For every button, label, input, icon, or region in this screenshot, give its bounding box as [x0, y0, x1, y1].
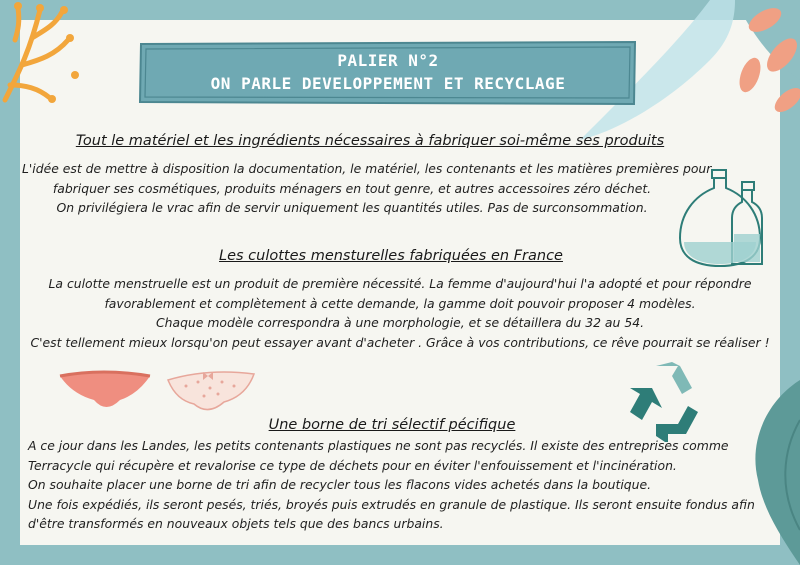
body-line: La culotte menstruelle est un produit de première nécessité. La femme d'aujourd'hui l'a adopté et pour répondre: [48, 276, 752, 291]
body-line: fabriquer ses cosmétiques, produits ménagers en tout genre, et autres accessoires zéro déchet.: [52, 180, 652, 196]
coral-branch-icon: [0, 0, 90, 110]
section-body-sorting: [28, 436, 755, 534]
body-line: On souhaite placer une borne de tri afin de recycler tous les flacons vides achetés dans la boutique.: [28, 477, 652, 492]
body-line: C'est tellement mieux lorsqu'on peut essayer avant d'acheter . Grâce à vos contributions, ce rêve pourrait se réaliser !: [30, 334, 770, 350]
body-line: L'idée est de mettre à disposition la documentation, le matériel, les contenants et les matières premières pour: [22, 161, 712, 176]
section-title-panties: Les culottes mensturelles fabriquées en France: [219, 248, 563, 264]
body-line: A ce jour dans les Landes, les petits contenants plastiques ne sont pas recyclés. Il existe des entreprises comme: [28, 438, 729, 453]
section-body-materials: [22, 159, 712, 218]
section-body-panties: [0, 274, 800, 352]
body-line: Une fois expédiés, ils seront pesés, triés, broyés puis extrudés en granule de plastique. Ils seront ensuite fondus afin: [28, 496, 755, 512]
body-line: Chaque modèle correspondra à une morphologie, et se détaillera du 32 au 54.: [155, 315, 645, 330]
body-line: d'être transformés en nouveaux objets tels que des bancs urbains.: [28, 516, 444, 531]
title-banner: [138, 40, 638, 106]
section-title-materials: Tout le matériel et les ingrédients nécessaires à fabriquer soi-même ses produits: [75, 133, 665, 149]
banner-title-line1: PALIER N°2: [337, 51, 439, 70]
body-line: favorablement et complètement à cette demande, la gamme doit pouvoir proposer 4 modèles.: [104, 295, 696, 311]
banner-title-line2: ON PARLE DEVELOPPEMENT ET RECYCLAGE: [210, 74, 566, 93]
body-line: On privilégiera le vrac afin de servir uniquement les quantités utiles. Pas de surconsommation.: [56, 200, 648, 215]
body-line: Terracycle qui récupère et revalorise ce type de déchets pour en éviter l'enfouissement et l'incinération.: [28, 457, 677, 473]
panties-icon: [58, 364, 268, 420]
section-title-sorting: Une borne de tri sélectif pécifique: [268, 417, 516, 433]
